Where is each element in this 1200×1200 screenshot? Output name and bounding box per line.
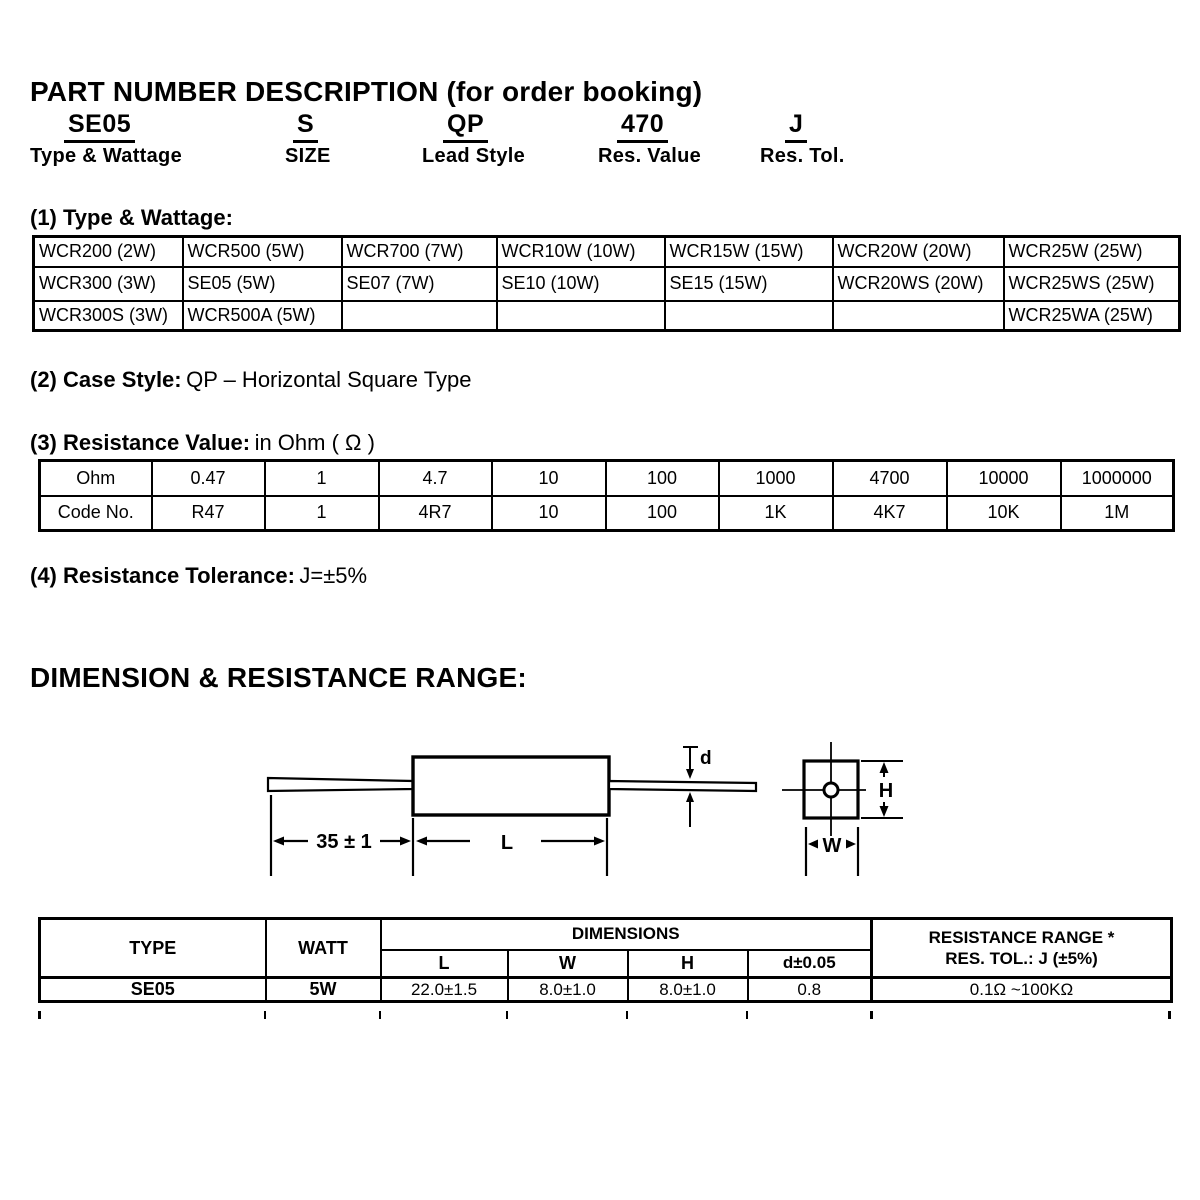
part-label-size: SIZE bbox=[285, 145, 331, 167]
table-cell: WCR300 (3W) bbox=[34, 267, 183, 301]
dim-width bbox=[806, 827, 858, 876]
part-code-type: SE05 bbox=[64, 110, 135, 143]
section-resistance-tolerance bbox=[30, 563, 367, 589]
resistance-range-subtitle: RES. TOL.: J (±5%) bbox=[945, 949, 1098, 968]
table-cell: 10000 bbox=[947, 461, 1061, 496]
cell-l: 22.0±1.5 bbox=[381, 978, 508, 1002]
table-edge-stub bbox=[870, 1011, 873, 1019]
table-row bbox=[34, 301, 1180, 331]
table-cell: 10 bbox=[492, 461, 606, 496]
type-wattage-table bbox=[32, 235, 1181, 332]
col-header-h: H bbox=[628, 950, 748, 978]
dim-height-label: H bbox=[878, 780, 894, 802]
table-row bbox=[40, 978, 1172, 1002]
dim-body-length-label: L bbox=[500, 832, 514, 854]
col-header-type: TYPE bbox=[40, 919, 266, 978]
part-label-tol: Res. Tol. bbox=[760, 145, 845, 167]
dim-body-length bbox=[416, 832, 605, 854]
table-cell: SE15 (15W) bbox=[665, 267, 833, 301]
part-code-tol: J bbox=[785, 110, 807, 143]
row-header-ohm: Ohm bbox=[40, 461, 152, 496]
table-row bbox=[34, 267, 1180, 301]
table-cell: 1000000 bbox=[1061, 461, 1174, 496]
dimension-diagram bbox=[230, 733, 930, 885]
resistance-tolerance-value: J=±5% bbox=[299, 563, 368, 588]
table-cell: 1M bbox=[1061, 496, 1174, 531]
table-cell: WCR25W (25W) bbox=[1004, 237, 1180, 267]
col-header-l: L bbox=[381, 950, 508, 978]
table-edge-stub bbox=[746, 1011, 748, 1019]
resistance-value-table bbox=[38, 459, 1175, 532]
table-cell bbox=[665, 301, 833, 331]
col-header-watt: WATT bbox=[266, 919, 381, 978]
table-cell: WCR15W (15W) bbox=[665, 237, 833, 267]
table-row bbox=[40, 496, 1174, 531]
cell-w: 8.0±1.0 bbox=[508, 978, 628, 1002]
table-cell: 4700 bbox=[833, 461, 947, 496]
table-cell: WCR500A (5W) bbox=[183, 301, 342, 331]
table-cell: 10K bbox=[947, 496, 1061, 531]
dim-height bbox=[861, 761, 903, 818]
section-heading-case-style: (2) Case Style: bbox=[30, 367, 182, 392]
lead-right bbox=[609, 781, 756, 791]
resistance-value-unit: in Ohm ( Ω ) bbox=[254, 430, 375, 455]
cell-resistance-range: 0.1Ω ~100KΩ bbox=[872, 978, 1172, 1002]
page-title: PART NUMBER DESCRIPTION (for order booking) bbox=[30, 76, 703, 107]
cell-type: SE05 bbox=[40, 978, 266, 1002]
table-cell: 1 bbox=[265, 461, 379, 496]
table-cell: SE10 (10W) bbox=[497, 267, 665, 301]
table-cell: WCR300S (3W) bbox=[34, 301, 183, 331]
table-cell: WCR25WS (25W) bbox=[1004, 267, 1180, 301]
col-header-w: W bbox=[508, 950, 628, 978]
table-edge-stub bbox=[506, 1011, 508, 1019]
table-edge-stub bbox=[626, 1011, 628, 1019]
section-heading-resistance-value: (3) Resistance Value: bbox=[30, 430, 251, 455]
dim-width-label: W bbox=[822, 835, 842, 857]
table-row bbox=[40, 461, 1174, 496]
part-code-value: 470 bbox=[617, 110, 668, 143]
section-heading-resistance-tolerance: (4) Resistance Tolerance: bbox=[30, 563, 295, 588]
section-case-style bbox=[30, 367, 471, 393]
part-code-lead: QP bbox=[443, 110, 488, 143]
table-cell bbox=[342, 301, 497, 331]
table-edge-stub bbox=[38, 1011, 41, 1019]
table-cell: 1K bbox=[719, 496, 833, 531]
table-cell: 1000 bbox=[719, 461, 833, 496]
table-row bbox=[34, 237, 1180, 267]
lead-cross-section bbox=[824, 783, 838, 797]
end-view bbox=[782, 742, 866, 836]
part-code-size: S bbox=[293, 110, 318, 143]
section-resistance-value bbox=[30, 430, 375, 456]
part-label-type: Type & Wattage bbox=[30, 145, 182, 167]
part-label-lead: Lead Style bbox=[422, 145, 526, 167]
table-cell: 100 bbox=[606, 461, 719, 496]
table-cell: WCR20WS (20W) bbox=[833, 267, 1004, 301]
table-cell: 4R7 bbox=[379, 496, 492, 531]
section-heading-dimension: DIMENSION & RESISTANCE RANGE: bbox=[30, 662, 527, 693]
col-header-dimensions: DIMENSIONS bbox=[381, 919, 872, 950]
table-edge-stub bbox=[379, 1011, 381, 1019]
dim-lead-length bbox=[273, 831, 411, 853]
table-header-row bbox=[40, 919, 1172, 950]
table-cell: 1 bbox=[265, 496, 379, 531]
lead-left bbox=[268, 778, 413, 791]
case-style-value: QP – Horizontal Square Type bbox=[186, 367, 472, 392]
cell-d: 0.8 bbox=[748, 978, 872, 1002]
dim-d-label: d bbox=[700, 748, 712, 769]
table-cell: 0.47 bbox=[152, 461, 265, 496]
table-cell: 4.7 bbox=[379, 461, 492, 496]
table-edge-stub bbox=[1168, 1011, 1171, 1019]
table-cell: WCR200 (2W) bbox=[34, 237, 183, 267]
table-cell: WCR20W (20W) bbox=[833, 237, 1004, 267]
table-cell bbox=[497, 301, 665, 331]
table-cell: WCR25WA (25W) bbox=[1004, 301, 1180, 331]
part-label-value: Res. Value bbox=[598, 145, 702, 167]
table-edge-stub bbox=[264, 1011, 266, 1019]
col-header-resistance-range bbox=[872, 919, 1172, 978]
table-cell: WCR10W (10W) bbox=[497, 237, 665, 267]
table-cell: SE07 (7W) bbox=[342, 267, 497, 301]
dimension-resistance-table bbox=[38, 917, 1173, 1003]
table-cell: WCR500 (5W) bbox=[183, 237, 342, 267]
cell-watt: 5W bbox=[266, 978, 381, 1002]
table-cell: 100 bbox=[606, 496, 719, 531]
table-cell: R47 bbox=[152, 496, 265, 531]
cell-h: 8.0±1.0 bbox=[628, 978, 748, 1002]
col-header-d: d±0.05 bbox=[748, 950, 872, 978]
row-header-code-no: Code No. bbox=[40, 496, 152, 531]
table-cell: WCR700 (7W) bbox=[342, 237, 497, 267]
table-cell: 10 bbox=[492, 496, 606, 531]
section-heading-type-wattage: (1) Type & Wattage: bbox=[30, 205, 233, 230]
table-cell bbox=[833, 301, 1004, 331]
dim-lead-length-label: 35 ± 1 bbox=[316, 831, 372, 853]
resistance-range-title: RESISTANCE RANGE * bbox=[928, 927, 1115, 947]
resistor-body bbox=[413, 757, 609, 815]
table-cell: 4K7 bbox=[833, 496, 947, 531]
table-cell: SE05 (5W) bbox=[183, 267, 342, 301]
